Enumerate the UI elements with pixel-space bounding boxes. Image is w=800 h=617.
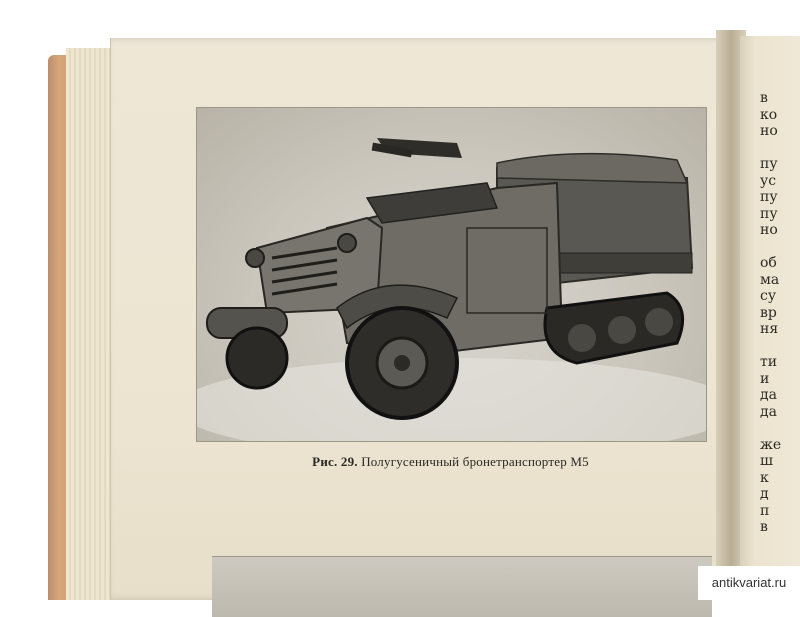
watermark: antikvariat.ru [698, 566, 800, 600]
figure-title: Полугусеничный бронетранспортер М5 [361, 454, 589, 469]
figure-caption [196, 454, 705, 470]
halftrack-photo [196, 107, 707, 442]
second-photo-partial [212, 556, 712, 617]
figure-number: Рис. 29. [312, 454, 358, 469]
right-page-text-fragment: в ко но пу ус пу пу но об ма су вр ня ти и да да же ш к д п в [760, 90, 782, 535]
halftrack-illustration [197, 108, 706, 441]
